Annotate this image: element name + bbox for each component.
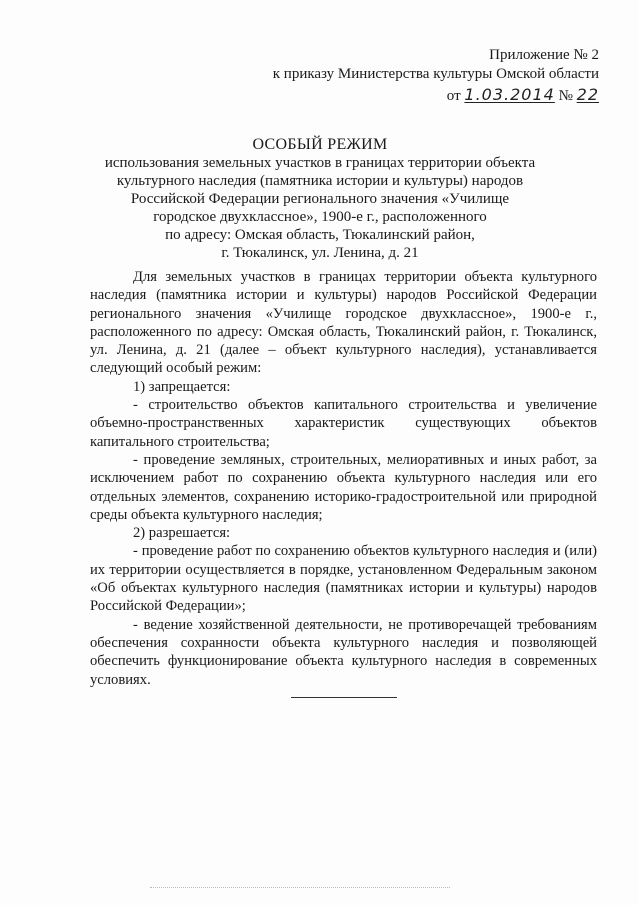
section-1-item: - проведение земляных, строительных, мелиоративных и иных работ, за исключением работ по сохранению объекта культурного наследия или его отдельных элементов, сохранению историко-градостроительной или природной среды объекта культурного наследия;: [90, 451, 597, 523]
section-2-item: - проведение работ по сохранению объектов культурного наследия и (или) их территории осуществляется в порядке, установленном Федеральным законом «Об объектах культурного наследия (памятниках истории и культуры) народов Российской Федерации»;: [90, 543, 597, 615]
handwritten-number: 22: [576, 85, 599, 104]
number-prefix: №: [558, 88, 573, 104]
title-main: ОСОБЫЙ РЕЖИМ: [252, 136, 388, 153]
title-line: по адресу: Омская область, Тюкалинский район,: [165, 227, 475, 243]
section-1-item: - строительство объектов капитального строительства и увеличение объемно-пространственных характеристик существующих объектов капитального строительства;: [90, 397, 597, 450]
order-reference: к приказу Министерства культуры Омской области: [272, 66, 599, 82]
section-1-heading: 1) запрещается:: [133, 378, 231, 395]
title-line: городское двухклассное», 1900-е г., расположенного: [153, 209, 487, 225]
document-title: [90, 136, 550, 262]
section-2-heading: 2) разрешается:: [133, 525, 231, 542]
date-prefix: от: [446, 88, 461, 104]
title-line: использования земельных участков в границах территории объекта: [104, 155, 536, 171]
closing-separator-line: [291, 697, 397, 698]
scan-artifact-line: [150, 887, 450, 888]
document-body: [90, 268, 597, 689]
appendix-label: Приложение № 2: [489, 47, 599, 63]
handwritten-date: 1.03.2014: [464, 85, 555, 104]
title-line: Российской Федерации регионального значения «Училище: [130, 191, 510, 207]
intro-paragraph: Для земельных участков в границах территории объекта культурного наследия (памятника истории и культуры) народов Российской Федерации регионального значения «Училище городское двухклассное», 1900-е г., расположенного по адресу: Омская область, Тюкалинский район, г. Тюкалинск, ул. Ленина, д. 21 (далее – объект культурного наследия), устанавливается следующий особый режим:: [90, 269, 597, 377]
order-date-line: [447, 86, 599, 105]
section-2-item: - ведение хозяйственной деятельности, не противоречащей требованиям обеспечения сохранности объекта культурного наследия и позволяющей обеспечить функционирование объекта культурного наследия в современных условиях.: [90, 616, 597, 688]
title-line: г. Тюкалинск, ул. Ленина, д. 21: [221, 245, 419, 261]
title-line: культурного наследия (памятника истории и культуры) народов: [116, 173, 524, 189]
